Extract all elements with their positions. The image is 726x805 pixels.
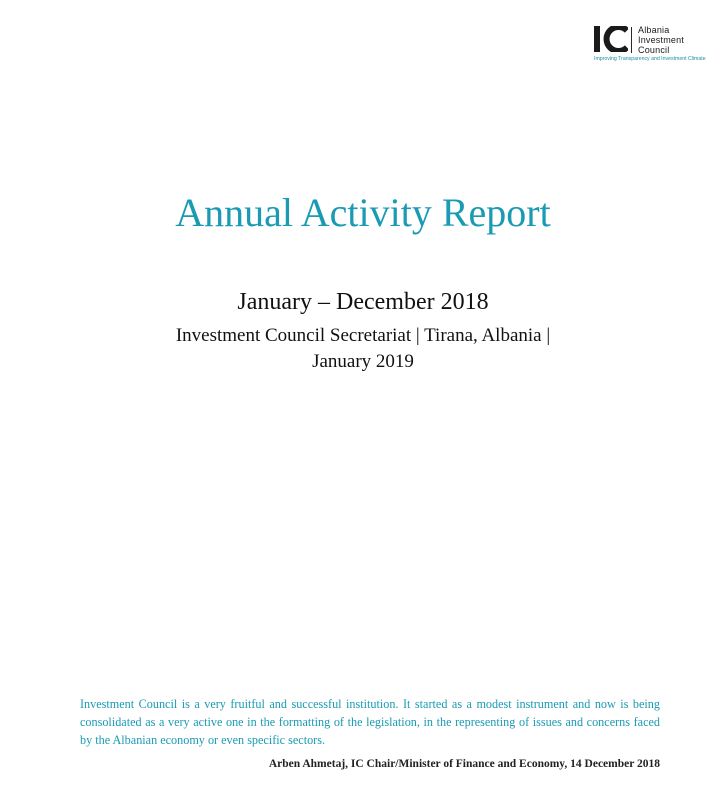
quote-text: Investment Council is a very fruitful and successful institution. It started as a modest instrument and now is being consolidated as a very active one in the formatting of the legislation, in the representing of issues and concerns faced by the Albanian economy or even specific sectors. [80,697,660,747]
logo-name-line: Investment [638,35,685,45]
report-title: Annual Activity Report [175,190,551,235]
report-subtitle [0,323,726,375]
ic-logo-mark [594,26,628,52]
logo-name-line: Albania [638,25,670,35]
organization-logo [594,25,722,65]
subtitle-line-organization: Investment Council Secretariat | Tirana, Albania | [175,325,551,346]
subtitle-line-date: January 2019 [312,351,414,372]
report-period: January – December 2018 [237,289,489,315]
logo-tagline: Improving Transparency and Investment Climate [594,56,706,62]
logo-name-line: Council [638,45,670,55]
logo-organization-name [638,25,684,55]
logo-divider [631,27,632,53]
quote-attribution: Arben Ahmetaj, IC Chair/Minister of Finance and Economy, 14 December 2018 [268,758,660,770]
